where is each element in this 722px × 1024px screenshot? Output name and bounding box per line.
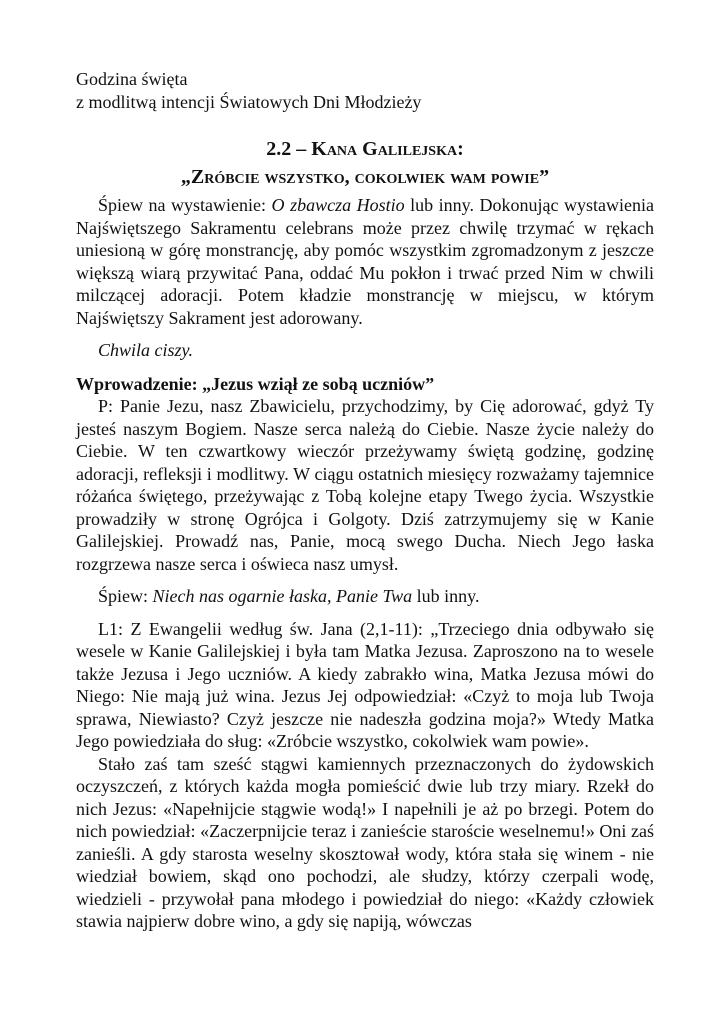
gospel-reading-2: Stało zaś tam sześć stągwi kamiennych przeznaczonych do żydowskich oczyszczeń, z których każda mogła pomieścić dwie lub trzy miary. Rzekł do nich Jezus: «Napełnijcie stągwie wodą!» I napełnili je aż po brzegi. Potem do nich powiedział: «Zaczerpnijcie teraz i zanieście staroście weselnemu!» Oni zaś zanieśli. A gdy starosta weselny skosztował wody, która stała się winem - nie wiedział bowiem, skąd ono pochodzi, ale słudzy, którzy czerpali wodę, wiedzieli - przywołał pana młodego i powiedział do niego: «Każdy człowiek stawia najpierw dobre wino, a gdy się napiją, wówczas xyxy=(76,753,654,931)
song-paragraph xyxy=(76,585,654,608)
exposition-song-title: O zbawcza Hostio xyxy=(271,195,405,215)
exposition-prefix: Śpiew na wystawienie: xyxy=(98,195,272,215)
intro-heading: Wprowadzenie: „Jezus wziął ze sobą uczniów” xyxy=(76,373,435,394)
section-title-line-1: 2.2 – Kana Galilejska: xyxy=(266,138,464,160)
document-page xyxy=(76,68,654,933)
song-prefix: Śpiew: xyxy=(98,586,153,606)
section-title xyxy=(76,137,654,189)
song-title: Niech nas ogarnie łaska, Panie Twa xyxy=(152,586,413,606)
running-header xyxy=(76,68,654,113)
header-line-1: Godzina święta xyxy=(76,69,188,89)
section-title-line-2: „Zróbcie wszystko, cokolwiek wam powie” xyxy=(180,165,550,188)
header-line-2: z modlitwą intencji Światowych Dni Młodzieży xyxy=(76,91,422,112)
silence-text: Chwila ciszy. xyxy=(98,340,194,360)
gospel-reading-1: L1: Z Ewangelii według św. Jana (2,1-11): „Trzeciego dnia odbywało się wesele w Kanie Galilejskiej i była tam Matka Jezusa. Zaproszono na to wesele także Jezusa i Jego uczniów. A kiedy zabrakło wina, Matka Jezusa mówi do Niego: Nie mają już wina. Jezus Jej odpowiedział: «Czyż to moja lub Twoja sprawa, Niewiasto? Czyż jeszcze nie nadeszła godzina moja?» Wtedy Matka Jego powiedziała do sług: «Zróbcie wszystko, cokolwiek wam powie». xyxy=(76,618,654,751)
exposition-paragraph xyxy=(76,194,654,329)
intro-paragraph: P: Panie Jezu, nasz Zbawicielu, przychodzimy, by Cię adorować, gdyż Ty jesteś naszym Bogiem. Nasze serca należą do Ciebie. Nasze życie należy do Ciebie. W ten czwartkowy wieczór przeżywamy świętą godzinę, godzinę adoracji, refleksji i modlitwy. W ciągu ostatnich miesięcy rozważamy tajemnice różańca świętego, przeżywając z Tobą kolejne etapy Twego życia. Wszystkie prowadziły w stronę Ogrójca i Golgoty. Dziś zatrzymujemy się w Kanie Galilejskiej. Prowadź nas, Panie, mocą swego Ducha. Niech Jego łaska rozgrzewa nasze serca i oświeca nasz umysł. xyxy=(76,396,654,574)
song-rest: lub inny. xyxy=(412,586,480,606)
exposition-text: lub inny. Dokonując wystawienia Najświętszego Sakramentu celebrans może przez chwilę trzymać w rękach uniesioną w górę monstrancję, aby pomóc wszystkim zgromadzonym z jeszcze większą wiarą przywitać Pana, oddać Mu pokłon i trwać przed Nim w chwili milczącej adoracji. Potem kładzie monstrancję w miejscu, w którym Najświętszy Sakrament jest adorowany. xyxy=(76,195,654,328)
silence-note xyxy=(76,339,654,362)
